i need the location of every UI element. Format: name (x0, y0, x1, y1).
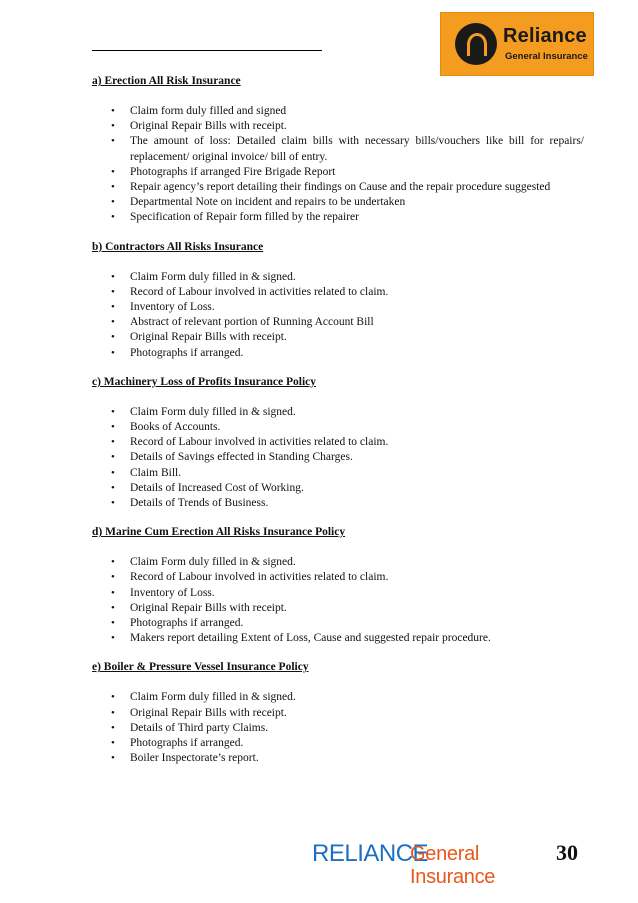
list-item: • Details of Trends of Business. (92, 496, 584, 511)
section-title-boiler: e) Boiler & Pressure Vessel Insurance Policy (92, 661, 309, 674)
list-item: • Original Repair Bills with receipt. (92, 330, 584, 345)
section-list-contractors (92, 270, 584, 361)
list-item: • Claim form duly filled and signed (92, 104, 584, 119)
header-rule (92, 50, 322, 51)
list-item: • Record of Labour involved in activities related to claim. (92, 285, 584, 300)
section-title-marine: d) Marine Cum Erection All Risks Insurance Policy (92, 526, 346, 539)
section-list-boiler (92, 690, 584, 766)
list-item: • Details of Savings effected in Standing Charges. (92, 450, 584, 465)
list-item: • Claim Form duly filled in & signed. (92, 405, 584, 420)
footer-logo-general-text: General Insurance (410, 843, 496, 888)
list-item: • Departmental Note on incident and repairs to be undertaken (92, 195, 584, 210)
list-item: • Claim Bill. (92, 466, 584, 481)
list-item: • Record of Labour involved in activities related to claim. (92, 435, 584, 450)
section-title-machinery: c) Machinery Loss of Profits Insurance Policy (92, 375, 317, 388)
logo-sub-text: General Insurance (505, 51, 588, 62)
section-list-marine (92, 555, 584, 646)
list-item: • Inventory of Loss. (92, 300, 584, 315)
section-title-erection: a) Erection All Risk Insurance (92, 75, 241, 87)
page-number: 30 (556, 840, 578, 865)
list-item: • Boiler Inspectorate’s report. (92, 751, 584, 766)
list-item: • Specification of Repair form filled by the repairer (92, 210, 584, 225)
logo-brand-text: Reliance (503, 25, 587, 47)
reliance-logo-icon (455, 23, 497, 65)
list-item: • Photographs if arranged. (92, 346, 584, 361)
list-item: • Abstract of relevant portion of Running Account Bill (92, 315, 584, 330)
list-item: • Claim Form duly filled in & signed. (92, 690, 584, 705)
footer-logo-reliance-text: RELIANCE (312, 840, 429, 867)
list-item: • Claim Form duly filled in & signed. (92, 555, 584, 570)
list-item: • Photographs if arranged Fire Brigade Report (92, 165, 584, 180)
document-body (92, 74, 584, 781)
list-item: • Books of Accounts. (92, 420, 584, 435)
list-item: • Inventory of Loss. (92, 586, 584, 601)
list-item: • Makers report detailing Extent of Loss, Cause and suggested repair procedure. (92, 631, 584, 646)
list-item: • Photographs if arranged. (92, 616, 584, 631)
list-item: • Original Repair Bills with receipt. (92, 706, 584, 721)
list-item: • Details of Increased Cost of Working. (92, 481, 584, 496)
section-list-erection (92, 104, 584, 226)
list-item: • Record of Labour involved in activities related to claim. (92, 570, 584, 585)
section-list-machinery (92, 405, 584, 511)
footer-reliance-logo (312, 840, 552, 888)
list-item: • Claim Form duly filled in & signed. (92, 270, 584, 285)
list-item: • Photographs if arranged. (92, 736, 584, 751)
list-item: • Details of Third party Claims. (92, 721, 584, 736)
reliance-logo (440, 12, 594, 76)
list-item: • The amount of loss: Detailed claim bills with necessary bills/vouchers like bill for repairs/ replacement/ original invoice/ bill of entry. (92, 134, 584, 164)
list-item: • Repair agency’s report detailing their findings on Cause and the repair procedure suggested (92, 180, 584, 195)
list-item: • Original Repair Bills with receipt. (92, 119, 584, 134)
section-title-contractors: b) Contractors All Risks Insurance (92, 240, 264, 253)
list-item: • Original Repair Bills with receipt. (92, 601, 584, 616)
